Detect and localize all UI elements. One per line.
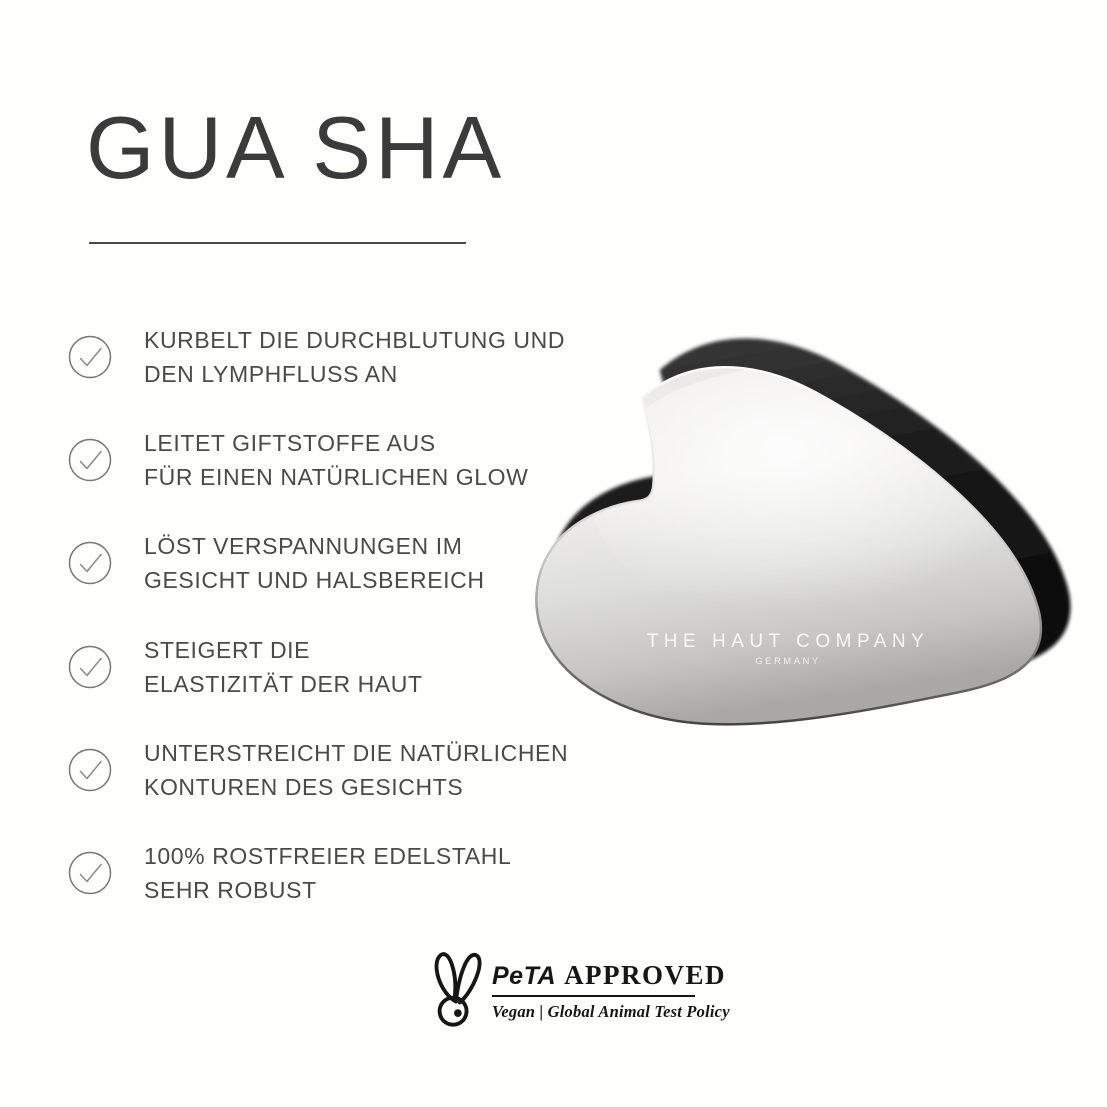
check-circle-icon <box>68 541 112 585</box>
benefit-line: ELASTIZITÄT DER HAUT <box>144 671 423 697</box>
benefit-line: LÖST VERSPANNUNGEN IM <box>144 533 463 559</box>
check-circle-icon <box>68 748 112 792</box>
peta-brand-label: PeTA <box>492 962 557 990</box>
benefit-text <box>144 839 511 907</box>
peta-status-label: APPROVED <box>564 960 727 990</box>
check-circle-icon <box>68 335 112 379</box>
peta-headline <box>492 960 730 991</box>
benefit-text <box>144 736 568 804</box>
benefit-text <box>144 529 485 597</box>
peta-divider <box>492 995 695 997</box>
check-circle-icon <box>68 851 112 895</box>
product-origin-engraving: GERMANY <box>755 656 821 667</box>
product-brand-engraving: THE HAUT COMPANY <box>646 631 930 652</box>
benefit-line: STEIGERT DIE <box>144 637 311 663</box>
benefit-line: DEN LYMPHFLUSS AN <box>144 361 398 387</box>
peta-bunny-icon <box>428 946 482 1037</box>
check-circle-icon <box>68 438 112 482</box>
steel-highlight <box>590 365 1020 625</box>
peta-approved-badge <box>428 946 730 1037</box>
benefit-line: KURBELT DIE DURCHBLUTUNG UND <box>144 327 566 353</box>
page-title: GUA SHA <box>86 98 506 197</box>
benefit-line: LEITET GIFTSTOFFE AUS <box>144 430 436 456</box>
benefit-text <box>144 426 528 494</box>
benefit-text <box>144 323 565 391</box>
benefit-line: KONTUREN DES GESICHTS <box>144 774 464 800</box>
gua-sha-product-image <box>520 330 1100 750</box>
benefit-line: SEHR ROBUST <box>144 877 317 903</box>
benefit-text <box>144 633 423 701</box>
peta-text-block <box>492 946 730 1022</box>
benefit-line: FÜR EINEN NATÜRLICHEN GLOW <box>144 464 529 490</box>
benefit-item <box>68 839 628 907</box>
check-circle-icon <box>68 645 112 689</box>
title-underline <box>89 242 466 244</box>
benefit-line: 100% ROSTFREIER EDELSTAHL <box>144 843 512 869</box>
benefit-line: UNTERSTREICHT DIE NATÜRLICHEN <box>144 740 569 766</box>
peta-tagline: Vegan | Global Animal Test Policy <box>492 1002 730 1021</box>
benefit-line: GESICHT UND HALSBEREICH <box>144 567 485 593</box>
